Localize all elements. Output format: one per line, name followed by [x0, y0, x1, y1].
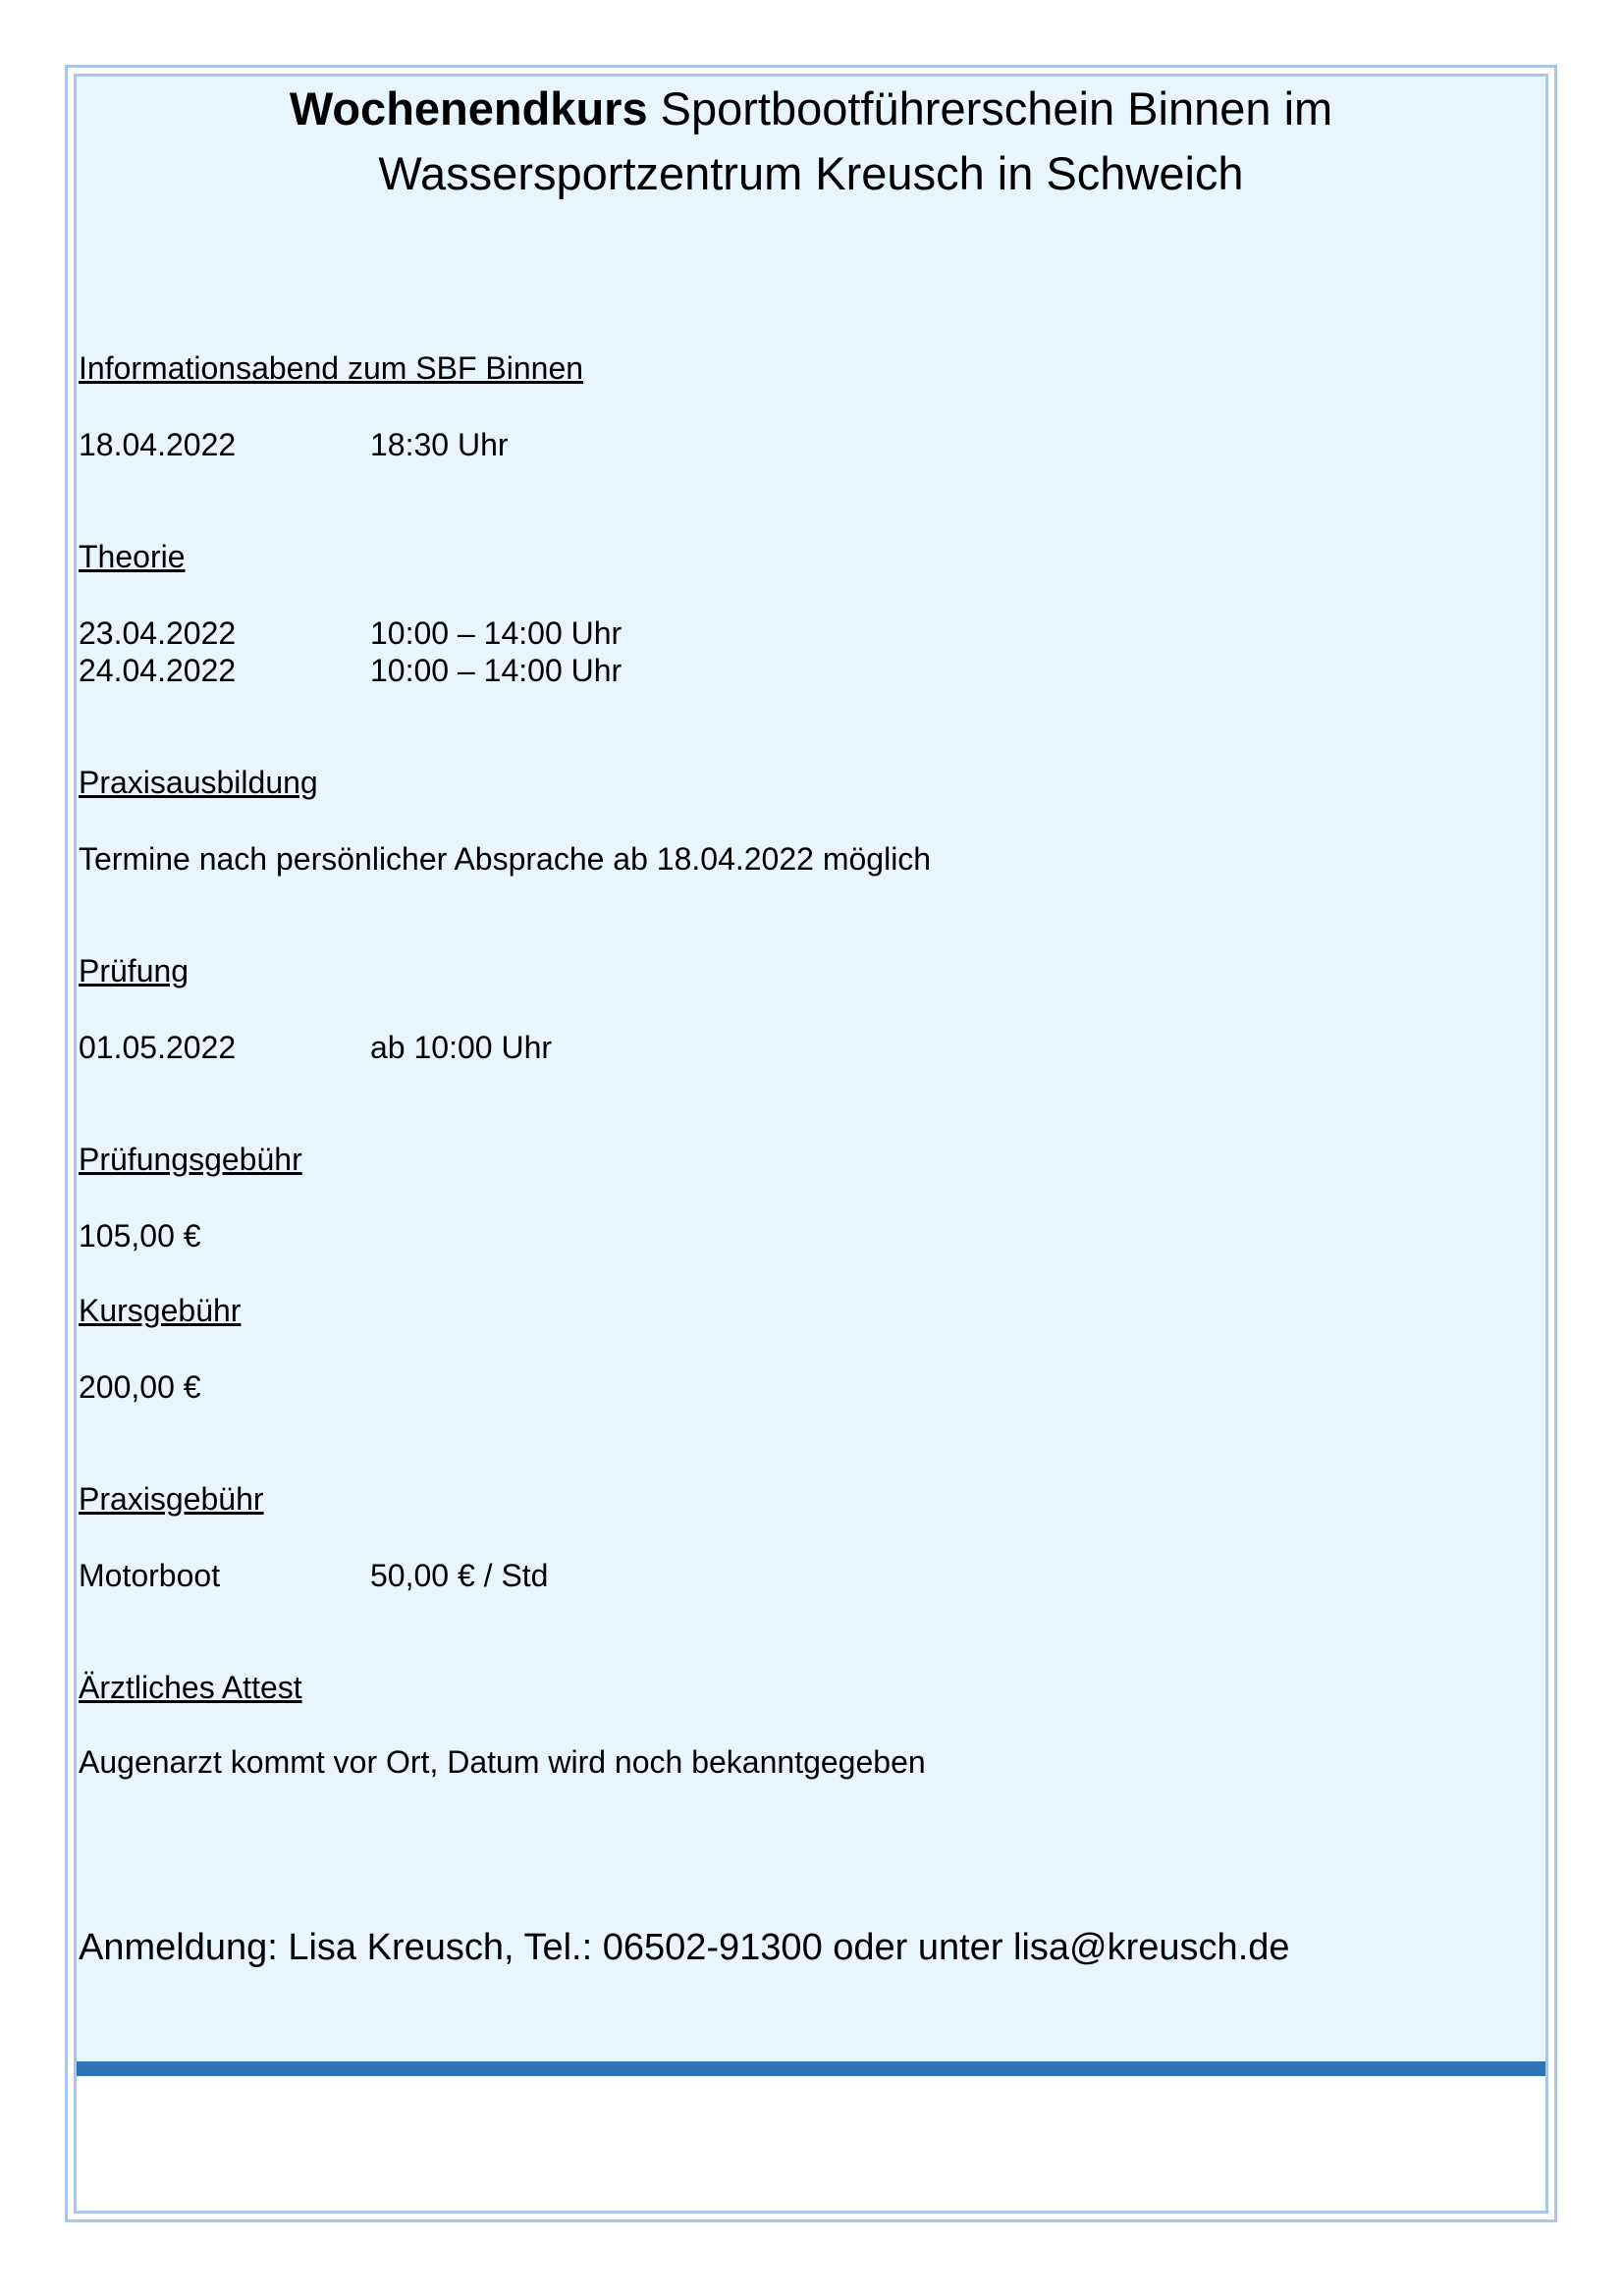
theorie-date-1: 23.04.2022	[79, 615, 237, 651]
page-title	[77, 77, 1545, 206]
title-line-1	[77, 77, 1545, 141]
pruefungsgebuehr-amount: 105,00 €	[79, 1218, 201, 1254]
attest-heading: Ärztliches Attest	[79, 1670, 302, 1705]
pruefungsgebuehr-heading: Prüfungsgebühr	[79, 1142, 302, 1177]
theorie-heading: Theorie	[79, 539, 186, 574]
title-line-1-rest: Sportbootführerschein Binnen im	[647, 82, 1333, 134]
registration-contact: Anmeldung: Lisa Kreusch, Tel.: 06502-91300 oder unter lisa@kreusch.de	[79, 1927, 1290, 1968]
attest-text: Augenarzt kommt vor Ort, Datum wird noch bekanntgegeben	[79, 1744, 926, 1780]
info-heading: Informationsabend zum SBF Binnen	[79, 350, 584, 386]
kursgebuehr-amount: 200,00 €	[79, 1369, 201, 1405]
pruefung-time: ab 10:00 Uhr	[370, 1030, 553, 1065]
title-line-2: Wassersportzentrum Kreusch in Schweich	[378, 147, 1244, 199]
praxisgebuehr-heading: Praxisgebühr	[79, 1481, 264, 1517]
theorie-time-2: 10:00 – 14:00 Uhr	[370, 653, 623, 688]
pruefung-heading: Prüfung	[79, 953, 189, 988]
praxisgebuehr-amount: 50,00 € / Std	[370, 1558, 549, 1593]
pruefung-date: 01.05.2022	[79, 1030, 237, 1065]
kursgebuehr-heading: Kursgebühr	[79, 1293, 242, 1328]
praxis-heading: Praxisausbildung	[79, 765, 318, 800]
info-date: 18.04.2022	[79, 427, 237, 462]
praxisgebuehr-label: Motorboot	[79, 1558, 221, 1593]
footer-rule	[77, 2061, 1545, 2076]
info-time: 18:30 Uhr	[370, 427, 509, 462]
praxis-text: Termine nach persönlicher Absprache ab 18.04.2022 möglich	[79, 841, 932, 877]
theorie-date-2: 24.04.2022	[79, 653, 237, 688]
title-bold: Wochenendkurs	[289, 82, 648, 134]
theorie-time-1: 10:00 – 14:00 Uhr	[370, 615, 623, 651]
